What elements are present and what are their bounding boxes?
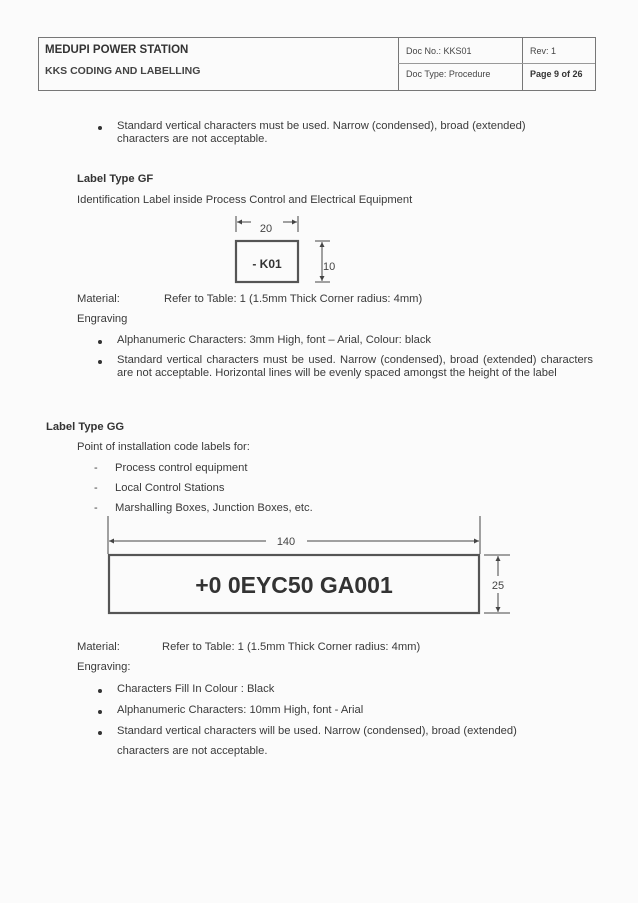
arrow-left-icon (109, 539, 114, 544)
bullet (98, 360, 102, 364)
gf-label-diagram (225, 212, 355, 287)
revision: Rev: 1 (530, 46, 557, 56)
bullet-text: Standard vertical characters must be used. Narrow (condensed), broad (extended) (117, 120, 526, 132)
gg-label-diagram (100, 512, 520, 620)
engraving-label: Engraving: (77, 661, 131, 673)
doc-type: Doc Type: Procedure (406, 69, 491, 79)
material-value: Refer to Table: 1 (1.5mm Thick Corner radius: 4mm) (162, 641, 421, 653)
bullet-text: Standard vertical characters will be used. Narrow (condensed), broad (extended) (117, 725, 517, 737)
gg-description: Point of installation code labels for: (77, 441, 250, 453)
bullet-text: Alphanumeric Characters: 10mm High, font - Arial (117, 704, 364, 716)
arrow-up-icon (320, 242, 325, 247)
material-label: Material: (77, 641, 120, 653)
gf-label-text: - K01 (252, 257, 282, 271)
header-divider (522, 38, 523, 90)
gg-height-value: 25 (491, 580, 505, 592)
page-number: Page 9 of 26 (530, 69, 583, 79)
arrow-left-icon (237, 220, 242, 225)
material-label: Material: (77, 293, 120, 305)
gf-description: Identification Label inside Process Control and Electrical Equipment (77, 194, 413, 206)
gg-width-value: 140 (276, 536, 296, 548)
section-heading-gf: Label Type GF (77, 173, 154, 185)
arrow-down-icon (496, 607, 501, 612)
bullet-text: Characters Fill In Colour : Black (117, 683, 275, 695)
header-divider (398, 38, 399, 90)
material-value: Refer to Table: 1 (1.5mm Thick Corner radius: 4mm) (164, 293, 423, 305)
gg-label-text: +0 0EYC50 GA001 (195, 572, 393, 598)
arrow-right-icon (474, 539, 479, 544)
arrow-down-icon (320, 276, 325, 281)
engraving-label: Engraving (77, 313, 128, 325)
bullet-text: Alphanumeric Characters: 3mm High, font – Arial, Colour: black (117, 334, 432, 346)
bullet-text: characters are not acceptable. (117, 745, 268, 757)
list-item: Process control equipment (115, 462, 248, 474)
bullet-text: characters are not acceptable. (117, 133, 268, 145)
gf-width-value: 20 (259, 223, 273, 235)
bullet (98, 731, 102, 735)
dash-marker: - (94, 462, 98, 474)
dash-marker: - (94, 502, 98, 514)
bullet (98, 710, 102, 714)
header-row-divider (398, 63, 595, 64)
document-subtitle: KKS CODING AND LABELLING (45, 65, 201, 77)
arrow-up-icon (496, 556, 501, 561)
document-header (38, 37, 596, 91)
arrow-right-icon (292, 220, 297, 225)
section-heading-gg: Label Type GG (46, 421, 125, 433)
bullet (98, 340, 102, 344)
list-item: Local Control Stations (115, 482, 225, 494)
list-item: Marshalling Boxes, Junction Boxes, etc. (115, 502, 313, 514)
bullet-text: Standard vertical characters must be used. Narrow (condensed), broad (extended) characters are not acceptable. Horizontal lines will be evenly spaced amongst the height of the label (117, 354, 593, 379)
station-title: MEDUPI POWER STATION (45, 44, 189, 56)
bullet (98, 126, 102, 130)
gf-height-value: 10 (323, 261, 336, 273)
dash-marker: - (94, 482, 98, 494)
bullet (98, 689, 102, 693)
doc-number: Doc No.: KKS01 (406, 46, 472, 56)
